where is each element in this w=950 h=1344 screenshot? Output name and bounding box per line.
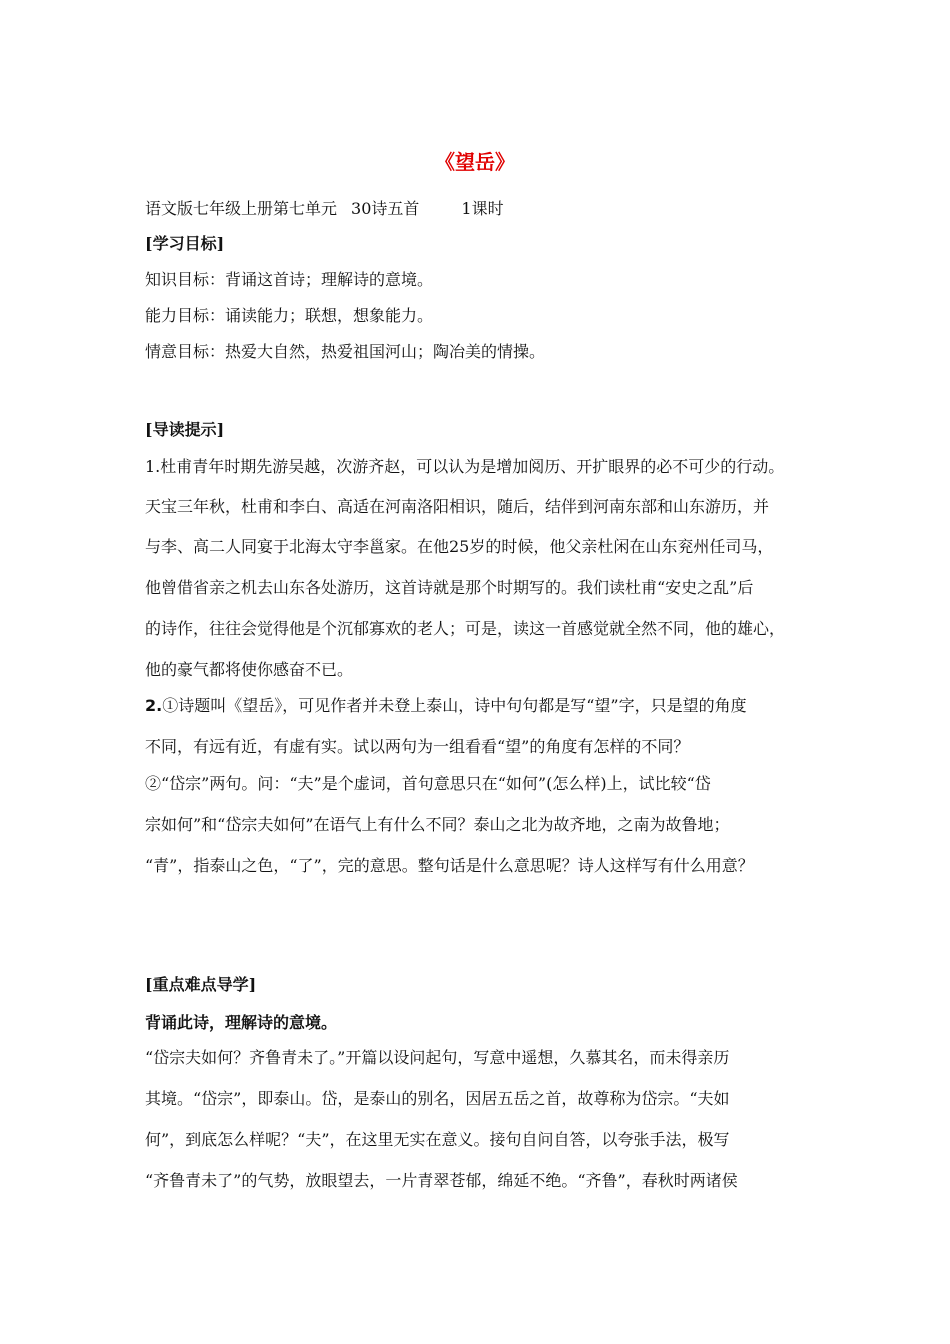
lesson-name: 30诗五首 [351,199,420,218]
key-line: “岱宗夫如何？齐鲁青未了。”开篇以设问起句，写意中遥想，久慕其名，而未得亲历 [145,1048,730,1067]
guide-p2-line: 不同，有远有近，有虚有实。试以两句为一组看看“望”的角度有怎样的不同？ [145,737,690,756]
knowledge-goal: 知识目标：背诵这首诗；理解诗的意境。 [145,270,434,289]
ability-goal: 能力目标：诵读能力；联想，想象能力。 [145,306,434,325]
guide-p1-line: 与李、高二人同宴于北海太守李邕家。在他25岁的时候，他父亲杜闲在山东兖州任司马， [145,537,774,556]
guide-p2-line [145,696,747,716]
key-subheading: 背诵此诗，理解诗的意境。 [145,1013,338,1032]
guide-p2-line: ②“岱宗”两句。问：“夫”是个虚词，首句意思只在“如何”(怎么样)上，试比较“岱 [145,774,711,793]
guide-p1-line: 天宝三年秋，杜甫和李白、高适在河南洛阳相识，随后，结伴到河南东部和山东游历，并 [145,497,770,516]
guide-p2-line: 宗如何”和“岱宗夫如何”在语气上有什么不同？泰山之北为故齐地，之南为故鲁地； [145,815,730,834]
key-line: “齐鲁青未了”的气势，放眼望去，一片青翠苍郁，绵延不绝。“齐鲁”，春秋时两诸侯 [145,1171,738,1190]
goals-heading: [学习目标] [145,234,225,253]
guide-p1-line: 1.杜甫青年时期先游吴越，次游齐赵，可以认为是增加阅历、开扩眼界的必不可少的行动。 [145,457,785,476]
guide-p2-number: 2. [145,696,163,715]
course-name: 语文版七年级上册第七单元 [145,199,338,218]
guide-p2-line: “青”，指泰山之色，“了”，完的意思。整句话是什么意思呢？诗人这样写有什么用意？ [145,856,754,875]
guide-p1-line: 他曾借省亲之机去山东各处游历，这首诗就是那个时期写的。我们读杜甫“安史之乱”后 [145,578,754,597]
key-line: 何”，到底怎么样呢？“夫”，在这里无实在意义。接句自问自答，以夸张手法，极写 [145,1130,730,1149]
key-line: 其境。“岱宗”，即泰山。岱，是泰山的别名，因居五岳之首，故尊称为岱宗。“夫如 [145,1089,730,1108]
guide-p1-line: 的诗作，往往会觉得他是个沉郁寡欢的老人；可是，读这一首感觉就全然不同，他的雄心， [145,619,786,638]
guide-p2-text: ①诗题叫《望岳》，可见作者并未登上泰山，诗中句句都是写“望”字，只是望的角度 [162,696,747,715]
emotion-goal: 情意目标：热爱大自然，热爱祖国河山；陶冶美的情操。 [145,342,546,361]
lesson-hours: 1课时 [461,199,504,218]
course-meta-line [145,199,504,219]
guide-p1-line: 他的豪气都将使你感奋不已。 [145,660,354,679]
key-heading: [重点难点导学] [145,975,257,994]
guide-heading: [导读提示] [145,420,225,439]
document-title: 《望岳》 [435,150,515,174]
